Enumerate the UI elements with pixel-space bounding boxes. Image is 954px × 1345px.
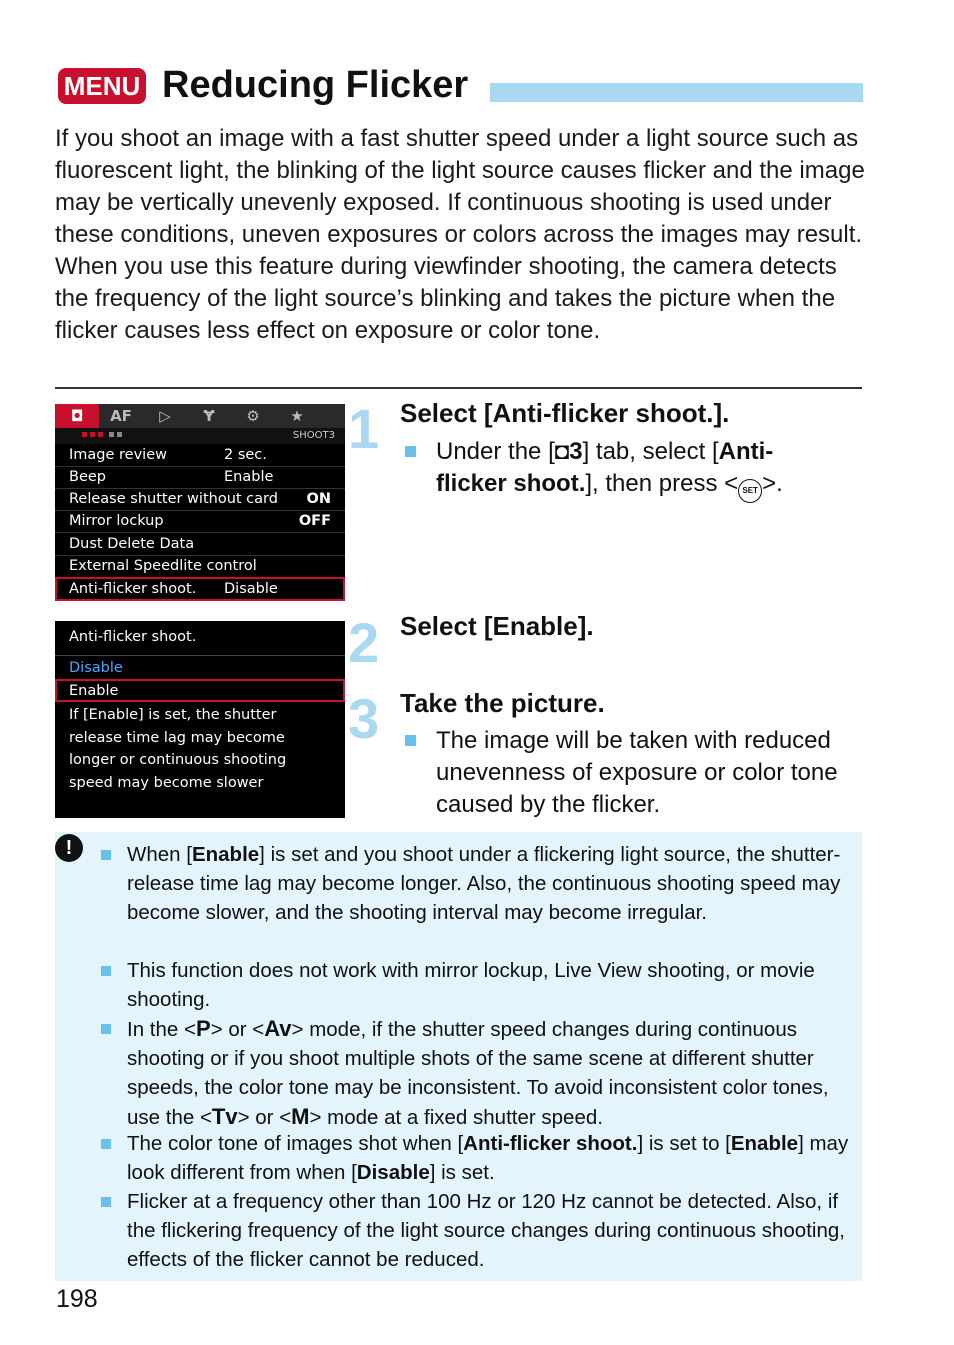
caution-item [127,1014,852,1132]
menu-row-label: External Speedlite control [69,558,257,574]
bullet-icon [101,1024,111,1034]
caution-text: ] is set to [ [637,1132,731,1155]
caution-text: In the < [127,1018,196,1041]
page-title: Reducing Flicker [162,64,469,106]
menu-badge [58,68,146,104]
bullet-icon [101,966,111,976]
my-menu-star-icon: ★ [290,407,304,425]
menu-row-value: Enable [224,469,274,485]
camera-icon: ◘ [55,404,99,428]
caution-item: Flicker at a frequency other than 100 Hz or 120 Hz cannot be detected. Also, if the flickering frequency of the light source changes during continuous shooting, effects of the flicker cannot be reduced. [127,1190,845,1271]
menu-tabs [55,404,345,428]
page-dot [98,432,103,437]
caution-bold: Enable [730,1132,799,1155]
mode-m-icon: M [291,1104,310,1129]
caution-bold: Anti-flicker shoot. [463,1132,638,1155]
camera-menu-screen [55,404,345,601]
menu-row-value: ON [306,491,331,507]
set-button-icon: SET [738,479,762,503]
caution-text: ] may look different from when [ [127,1132,849,1184]
menu-row-value: OFF [298,513,331,529]
page-dot [117,432,122,437]
anti-flicker-screen [55,621,345,818]
caution-item: This function does not work with mirror lockup, Live View shooting, or movie shooting. [127,959,815,1011]
menu-row-label: Anti-flicker shoot. [69,581,197,597]
menu-row-label: Mirror lockup [69,513,164,529]
menu-row-label: Image review [69,447,167,463]
screen-title: Anti-flicker shoot. [69,629,197,645]
option-disable [55,657,345,679]
step-title: Select [Enable]. [400,611,594,641]
caution-bold: Enable [191,843,260,866]
mode-av-icon: Av [264,1016,292,1041]
caution-text: ] is set and you shoot under a flickering light source, the shutter-release time lag may become longer. Also, the continuous shooting speed may become slower, and the shooting interval may become irregular. [127,843,841,924]
body-text: ], then press < [585,470,739,497]
body-bold: Anti-flicker shoot. [436,438,774,497]
screen-note [69,704,339,794]
bullet-icon [101,850,111,860]
caution-item [127,1129,852,1187]
caution-item [127,840,852,927]
caution-text: ] is set. [429,1161,495,1184]
bullet-icon [405,735,416,746]
bullet-icon [405,446,416,457]
af-icon: AF [110,407,132,425]
option-label: Enable [69,682,119,699]
intro-paragraph: If you shoot an image with a fast shutter speed under a light source such as fluorescent light, the blinking of the light source causes flicker and the image may be vertically unevenly exposed. If continuous shooting is used under these conditions, uneven exposures or colors across the images may result. When you use this feature during viewfinder shooting, the camera detects the frequency of the light source’s blinking and takes the picture when the flicker causes less effect on exposure or color tone. [55,125,865,344]
step-body: The image will be taken with reduced unevenness of exposure or color tone caused by the flicker. [436,727,838,818]
page-dot [109,432,114,437]
screen-divider [55,655,345,656]
caution-text: > or < [210,1018,265,1041]
menu-row-release-shutter [55,488,345,511]
menu-row-mirror-lockup [55,510,345,533]
wrench-icon: Ɏ [203,407,215,425]
title-decoration-bar [490,83,863,102]
caution-text: > mode at a fixed shutter speed. [309,1106,603,1129]
menu-subbar [55,428,345,444]
menu-row-label: Release shutter without card [69,491,278,507]
caution-icon: ! [55,834,83,862]
caution-text: When [ [127,843,192,866]
playback-icon: ▷ [159,407,171,425]
bullet-icon [101,1197,111,1207]
menu-row-anti-flicker [55,577,345,601]
step-number: 3 [348,687,380,750]
step-number: 2 [348,611,380,674]
custom-functions-icon: ⚙ [246,407,260,425]
caution-text: > mode, if the shutter speed changes during continuous shooting or if you shoot multiple shots of the same scene at different shutter speeds, the color tone may be inconsistent. To avoid inconsistent color tones, use the < [127,1018,829,1129]
menu-row-label: Dust Delete Data [69,536,195,552]
page-dot [82,432,87,437]
caution-text: The color tone of images shot when [ [127,1132,464,1155]
menu-row-image-review [55,444,345,467]
menu-badge-label: MENU [63,70,141,101]
page-dots [82,432,122,437]
note-line: release time lag may become [69,729,285,746]
option-label: Disable [69,660,123,676]
body-text: ] tab, select [ [582,438,719,465]
step-number: 1 [348,397,380,460]
caution-text: > or < [237,1106,292,1129]
menu-row-value: 2 sec. [224,447,267,463]
note-line: longer or continuous shooting [69,752,287,768]
menu-row-value: Disable [224,581,278,597]
menu-row-dust-delete [55,533,345,556]
menu-row-speedlite [55,555,345,578]
note-line: speed may become slower [69,774,264,791]
page-dot [90,432,95,437]
step-title: Take the picture. [400,688,605,718]
mode-p-icon: P [195,1016,211,1041]
shoot-tab-icon: ◘3 [554,438,583,465]
step-title: Select [Anti-flicker shoot.]. [400,398,730,428]
menu-row-label: Beep [69,469,106,485]
section-divider [55,387,862,389]
note-line: If [Enable] is set, the shutter [69,707,277,723]
option-enable [55,679,345,702]
step-body [436,436,836,503]
body-text: Under the [ [436,438,555,465]
mode-tv-icon: Tv [211,1104,238,1129]
page-number: 198 [56,1285,98,1313]
caution-bold: Disable [356,1161,430,1184]
menu-row-beep [55,466,345,489]
body-text: >. [762,470,783,497]
bullet-icon [101,1139,111,1149]
menu-page-label: SHOOT3 [292,430,335,441]
